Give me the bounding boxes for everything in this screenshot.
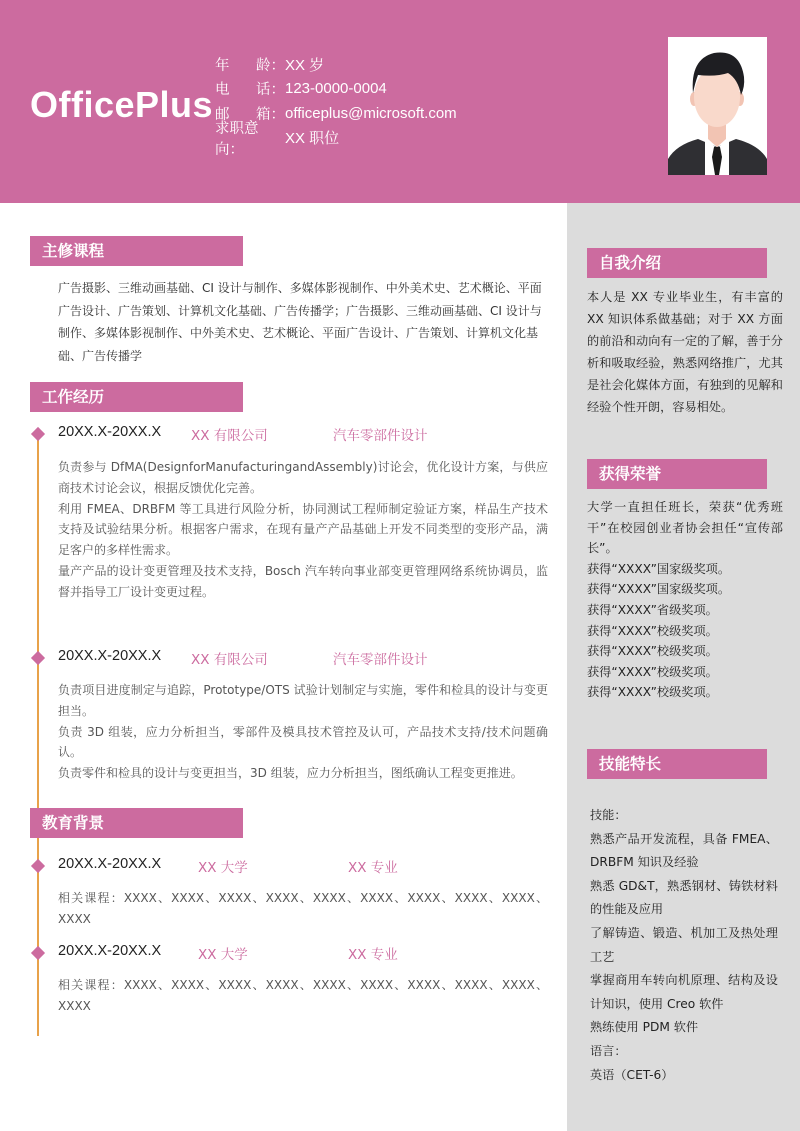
info-label: 邮 箱： [215,106,285,123]
entry-role: 汽车零部件设计 [333,428,428,444]
profile-photo [668,37,767,175]
honor-item: 获得“XXXX”国家级奖项。 [587,561,731,576]
description-line: 负责参与 DfMA(DesignforManufacturingandAssembly)讨论会，优化设计方案，与供应商技术讨论会议，根据反馈优化完善。 [58,460,548,495]
work-entry-description [58,457,548,603]
entry-major: XX 专业 [348,947,398,963]
entry-school: XX 大学 [198,860,248,876]
section-title-skills: 技能特长 [587,749,767,779]
entry-company: XX 有限公司 [191,428,268,444]
entry-company: XX 有限公司 [191,652,268,668]
entry-date: 20XX.X-20XX.X [58,424,162,440]
entry-role: 汽车零部件设计 [333,652,428,668]
skill-item: 技能： [590,808,627,822]
info-age [215,52,457,77]
skill-item: 语言： [590,1043,627,1058]
skill-item: 英语（CET-6） [590,1067,674,1082]
entry-school: XX 大学 [198,947,248,963]
intro-text: 本人是 XX 专业毕业生，有丰富的 XX 知识体系做基础；对于 XX 方面的前沿和动向有一定的了解，善于分析和吸取经验，熟悉网络推广，尤其是社会化媒体方面，有独到的见解和经验个性开朗，容易相处。 [587,290,783,414]
work-entry-header [58,424,548,444]
info-phone [215,77,457,102]
description-line: 负责 3D 组装，应力分析担当，零部件及模具技术管控及认可，产品技术支持/技术问题确认。 [58,724,548,760]
description-line: 量产产品的设计变更管理及技术支持，Bosch 汽车转向事业部变更管理网络系统协调员，监督并指导工厂设计变更过程。 [58,563,548,599]
description-line: 负责零件和检具的设计与变更担当，3D 组装，应力分析担当，图纸确认工程变更推进。 [58,766,523,781]
education-entry-header [58,943,548,963]
section-title-intro: 自我介绍 [587,248,767,278]
honor-item: 获得“XXXX”省级奖项。 [587,602,718,617]
education-entry-header [58,856,548,876]
info-label: 年 龄： [215,57,285,74]
skill-item: 熟悉 GD&T，熟悉钢材、铸铁材料的性能及应用 [590,878,778,917]
timeline-marker [31,859,45,873]
timeline-marker [31,427,45,441]
timeline-marker [31,651,45,665]
work-entry-header [58,648,548,668]
skill-item: 了解铸造、锻造、机加工及热处理工艺 [590,925,778,964]
honor-item: 获得“XXXX”校级奖项。 [587,644,718,659]
honor-item: 获得“XXXX”校级奖项。 [587,623,718,638]
honor-item: 大学一直担任班长，荣获“优秀班干”在校园创业者协会担任“宣传部长”。 [587,500,783,556]
info-label: 求职意向： [215,120,259,158]
section-title-honors: 获得荣誉 [587,459,767,489]
info-value: officeplus@microsoft.com [285,104,457,122]
education-courses: 相关课程：XXXX、XXXX、XXXX、XXXX、XXXX、XXXX、XXXX、XXXX、XXXX、XXXX [58,978,548,1013]
entry-major: XX 专业 [348,860,398,876]
avatar-icon [668,37,767,175]
info-value: 123-0000-0004 [285,80,387,98]
section-title-work: 工作经历 [30,382,243,412]
skill-item: 熟练使用 PDM 软件 [590,1020,699,1035]
logo-text: OfficePlus [30,84,214,125]
work-entry-description [58,680,548,784]
entry-date: 20XX.X-20XX.X [58,856,162,872]
section-title-education: 教育背景 [30,808,243,838]
timeline-marker [31,946,45,960]
honors-list [587,497,783,703]
description-line: 负责项目进度制定与追踪，Prototype/OTS 试验计划制定与实施，零件和检具的设计与变更担当。 [58,683,548,718]
honor-item: 获得“XXXX”国家级奖项。 [587,582,731,597]
honor-item: 获得“XXXX”校级奖项。 [587,685,718,700]
info-value: XX 岁 [285,56,325,74]
personal-info [215,52,457,158]
entry-date: 20XX.X-20XX.X [58,943,162,959]
header-banner [0,0,800,203]
courses-text: 广告摄影、三维动画基础、CI 设计与制作、多媒体影视制作、中外美术史、艺术概论、平面广告设计、广告策划、计算机文化基础、广告传播学；广告摄影、三维动画基础、CI 设计与制作、多媒体影视制作、中外美术史、艺术概论、平面广告设计、广告策划、计算机文化基础、广告传播学 [58,281,542,363]
skills-list [590,804,778,1087]
education-courses: 相关课程：XXXX、XXXX、XXXX、XXXX、XXXX、XXXX、XXXX、XXXX、XXXX、XXXX [58,891,548,926]
work-timeline [37,434,39,810]
entry-date: 20XX.X-20XX.X [58,648,162,664]
skill-item: 熟悉产品开发流程，具备 FMEA、DRBFM 知识及经验 [590,831,778,870]
description-line: 利用 FMEA、DRBFM 等工具进行风险分析，协同测试工程师制定验证方案，样品生产技术支持及试验结果分析。根据客户需求，在现有量产产品基础上开发不同类型的变形产品，满足客户的多样性需求。 [58,501,548,558]
skill-item: 掌握商用车转向机原理、结构及设计知识，使用 Creo 软件 [590,973,778,1011]
honor-item: 获得“XXXX”校级奖项。 [587,664,718,679]
section-title-courses: 主修课程 [30,236,243,266]
info-objective [215,120,457,158]
info-value: XX 职位 [285,130,340,148]
info-label: 电 话： [215,82,285,99]
